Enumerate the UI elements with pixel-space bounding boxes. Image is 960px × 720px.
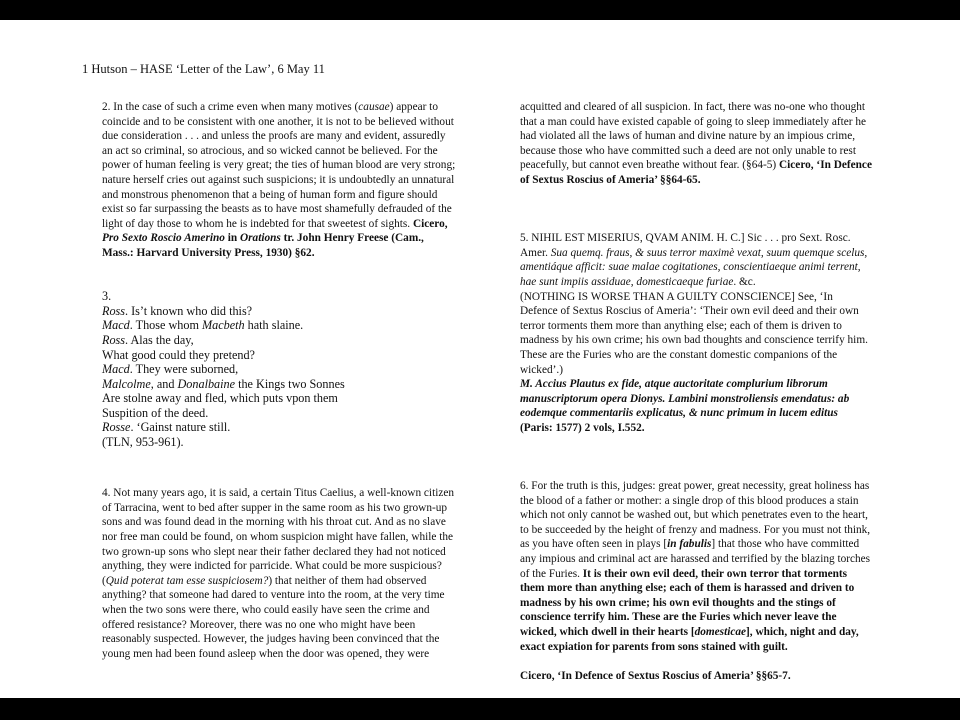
text-line: them more than anything else; each of them is harassed and driven to	[520, 582, 855, 595]
text-line: Are stolne away and fled, which puts vpon them	[102, 391, 338, 406]
text-line: due consideration . . . and unless the proofs are many and evident, assuredly	[102, 130, 446, 143]
page-header: 1 Hutson – HASE ‘Letter of the Law’, 6 May 11	[82, 62, 325, 76]
text-line: acquitted and cleared of all suspicion. In fact, there was no-one who thought	[520, 101, 866, 113]
text-line: Rosse. ‘Gainst nature still.	[102, 420, 231, 435]
text-line: What good could they pretend?	[102, 347, 255, 362]
text-line: madness by his own crime; his own bad thoughts and conscience terrify him.	[520, 334, 868, 347]
text-line: nature herself cries out against such suspicions; it is undoubtedly an unnatural	[102, 173, 455, 186]
text-line: sons and was found dead in the morning with his throat cut. And as no slave	[102, 516, 446, 529]
text-line: of Sextus Roscius of Ameria’ §§64-65.	[520, 173, 701, 186]
paragraph-6	[520, 479, 892, 654]
text-line: as you have often seen in plays [in fabulis] that those who have committed	[520, 538, 860, 551]
text-line: offered resistance? Moreover, there was no one who might have been	[102, 618, 416, 631]
text-line: exist so far surpassing the beasts as to have most shamefully defrauded of the	[102, 203, 452, 216]
text-line: 6. For the truth is this, judges: great power, great necessity, great holiness has	[520, 480, 870, 493]
paragraph-5	[520, 231, 892, 435]
text-line: power of human feeling is very great; the ties of human blood are very strong;	[102, 159, 456, 172]
text-line: (TLN, 953-961).	[102, 435, 184, 450]
text-line: had violated all the laws of human and divine nature by an impious crime,	[520, 130, 856, 143]
text-line: of the Furies. It is their own evil deed, their own terror that torments	[520, 567, 848, 580]
right-column	[520, 100, 892, 698]
text-line: light of day those to whom he is indebted for that sweetest of sights. Cicero,	[102, 217, 448, 230]
text-line: M. Accius Plautus ex fide, atque auctoritate complurium librorum	[520, 378, 828, 391]
text-line: manuscriptorum opera Dionys. Lambini monstroliensis emendatus: ab	[520, 392, 850, 405]
citation: Cicero, ‘In Defence of Sextus Roscius of Ameria’ §§65-7.	[520, 669, 791, 682]
text-line: Pro Sexto Roscio Amerino in Orations tr. John Henry Freese (Cam.,	[102, 232, 424, 245]
text-line: (Paris: 1577) 2 vols, I.552.	[520, 421, 645, 434]
text-line: when the two sons were there, who could easily have seen the crime and	[102, 604, 430, 616]
text-line: nor free man could be found, on whom suspicion might have fallen, while the	[102, 531, 454, 544]
text-line: that a man could have existed capable of going to sleep immediately after he	[520, 115, 866, 128]
text-line: the blood of a father or mother: a single drop of this blood produces a stain	[520, 494, 859, 507]
text-line: Malcolme, and Donalbaine the Kings two Sonnes	[102, 376, 345, 391]
text-line: wicked’.)	[520, 363, 563, 376]
text-line: of Tarracina, went to bed after supper in the same room as his two grown-up	[102, 501, 448, 514]
text-line: Ross. Alas the day,	[102, 332, 194, 347]
paragraph-2	[102, 100, 468, 261]
text-line: Amer. Sua quemq. fraus, & suus terror maximè vexat, suum quemque scelus,	[520, 246, 868, 259]
text-line: because those who have committed such a deed are not only unable to rest	[520, 144, 856, 157]
text-line: anything, they were indicted for parricide. What could be more suspicious?	[102, 560, 442, 573]
text-line: any impious and criminal act are harassed and terrified by the blazing torches	[520, 553, 871, 566]
document-page	[0, 20, 960, 698]
text-line: and monstrous phenomenon that a being of human form and figure should	[102, 188, 438, 201]
text-line: 4. Not many years ago, it is said, a certain Titus Caelius, a well-known citizen	[102, 487, 455, 500]
text-line: coincide and to be consistent with one another, it is not to be believed without	[102, 115, 454, 128]
text-line: two grown-up sons who slept near their father declared they had not noticed	[102, 545, 446, 558]
text-line: amentiáque afficit: suae malae cogitationes, conscientiaeque animi terrent,	[520, 261, 861, 274]
text-line: hae sunt impiis assiduae, domesticaeque furiae. &c.	[520, 275, 756, 288]
text-line: exact expiation for parents from sons stained with guilt.	[520, 640, 788, 653]
paragraph-4-continued	[520, 100, 892, 188]
text-line: (Quid poterat tam esse suspiciosem?) that neither of them had observed	[102, 574, 427, 587]
text-line: Ross. Is’t known who did this?	[102, 303, 253, 318]
text-line: These are the Furies who are the constant domestic companions of the	[520, 348, 838, 361]
text-line: 2. In the case of such a crime even when many motives (causae) appear to	[102, 101, 438, 113]
text-line: Defence of Sextus Roscius of Ameria’: ‘Their own evil deed and their own	[520, 305, 859, 318]
text-line: reasonably suspected. However, the judges having been convinced that the	[102, 633, 440, 646]
text-line: conscience terrify him. These are the Furies which never leave the	[520, 611, 837, 624]
text-line: to be succeeded by the height of frenzy and madness. For you must not think,	[520, 523, 871, 536]
text-line: an act so criminal, so atrocious, and so wicked cannot be believed. For the	[102, 144, 438, 157]
text-line: eodemque commentariis explicatus, & nunc primum in lucem editus	[520, 407, 838, 420]
text-line: madness by his own crime; his own evil thoughts and the stings of	[520, 596, 836, 609]
text-line: Suspition of the deed.	[102, 405, 209, 420]
text-line: young men had been found asleep when the door was opened, they were	[102, 647, 430, 660]
left-column	[102, 100, 468, 676]
text-line: terror torments them more than anything else; each of them is driven to	[520, 319, 842, 332]
text-line: which not only cannot be washed out, but which penetrates even to the heart,	[520, 509, 868, 522]
text-line: Macd. Those whom Macbeth hath slaine.	[102, 318, 304, 333]
paragraph-4	[102, 486, 468, 661]
text-line: (NOTHING IS WORSE THAN A GUILTY CONSCIENCE] See, ‘In	[520, 290, 833, 303]
paragraph-3-macbeth-quote	[102, 289, 468, 450]
text-line: wicked, which dwell in their hearts [domesticae], which, night and day,	[520, 626, 859, 638]
text-line: Macd. They were suborned,	[102, 362, 239, 377]
text-line: Mass.: Harvard University Press, 1930) §62.	[102, 246, 315, 259]
text-line: 5. NIHIL EST MISERIUS, QVAM ANIM. H. C.] Sic . . . pro Sext. Rosc.	[520, 232, 851, 245]
text-line: anything? that someone had dared to venture into the room, at the very time	[102, 589, 445, 602]
text-line: peacefully, but cannot even breathe without fear. (§64-5) Cicero, ‘In Defence	[520, 159, 872, 172]
text-line: 3.	[102, 289, 112, 304]
